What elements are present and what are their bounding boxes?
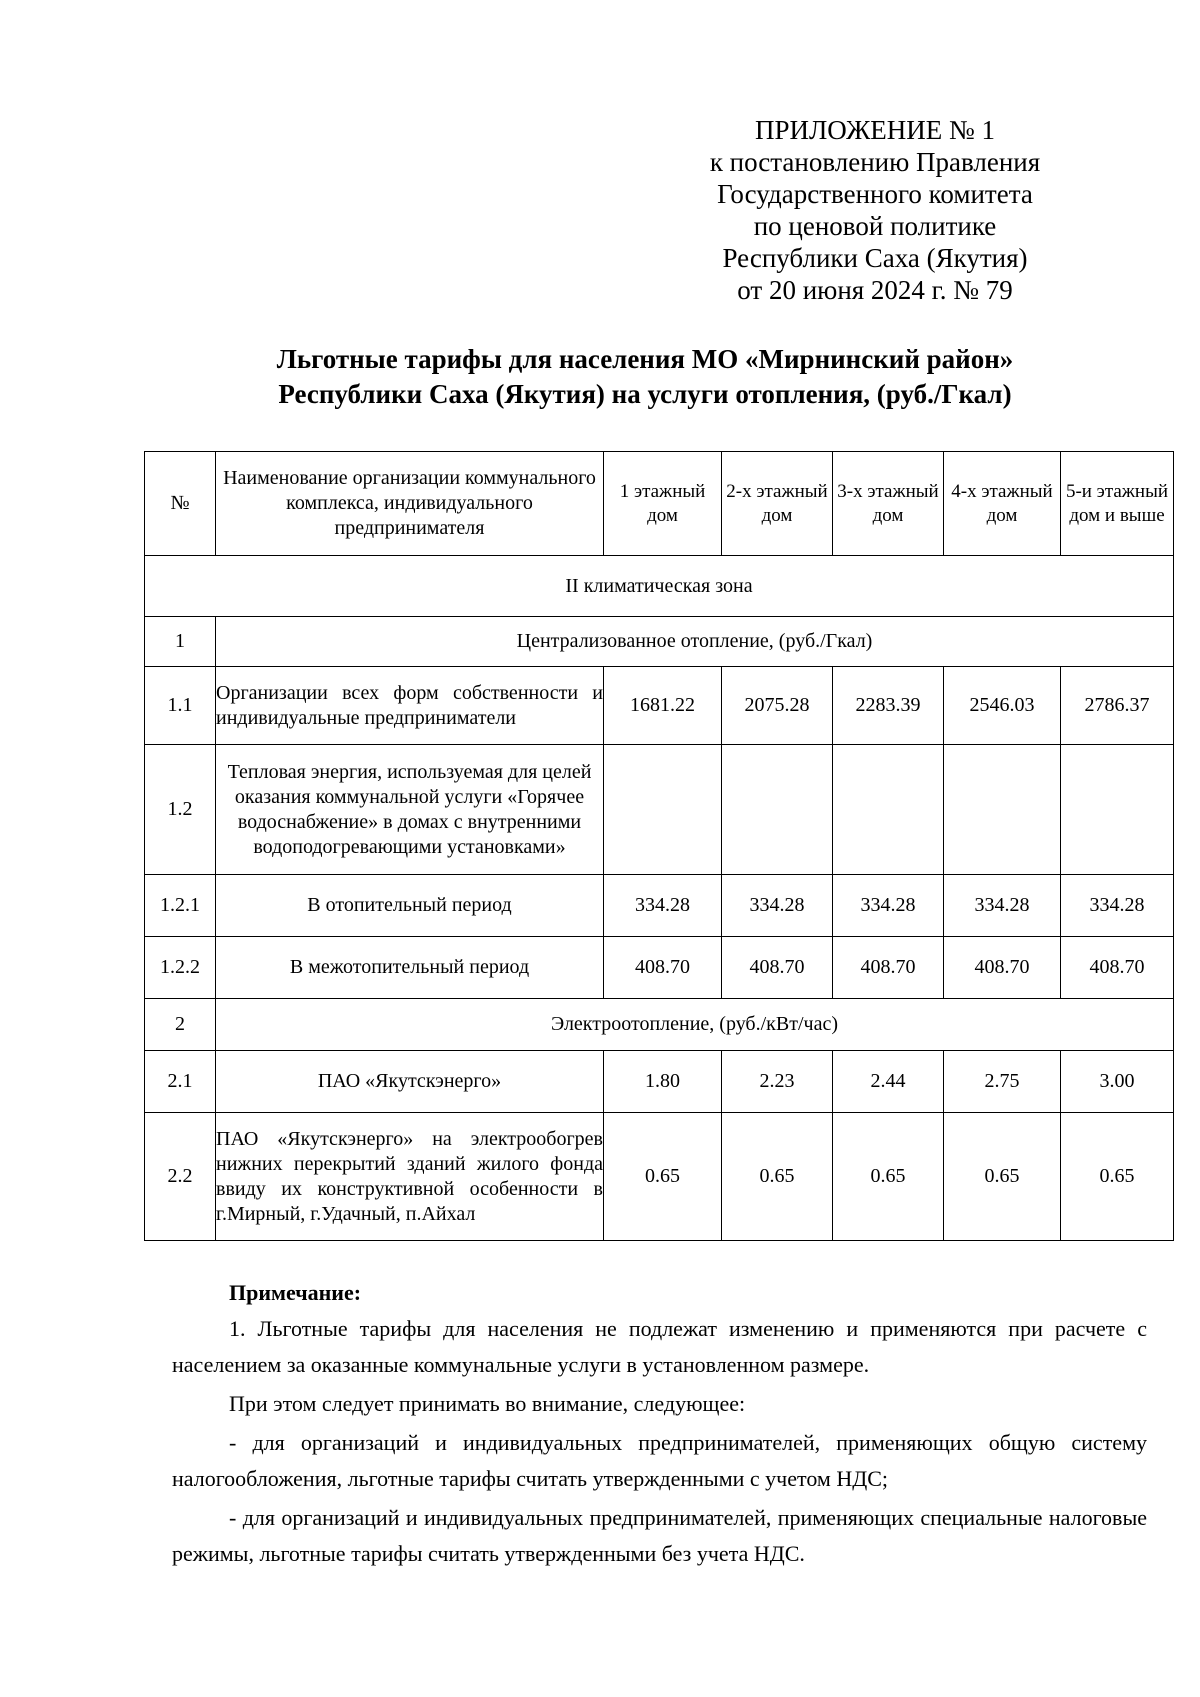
value-cell: 2.44 bbox=[833, 1051, 944, 1113]
row-num: 1.1 bbox=[145, 667, 216, 745]
appendix-block bbox=[660, 114, 1090, 306]
table-row bbox=[145, 667, 1174, 745]
appendix-date: от 20 июня 2024 г. № 79 bbox=[737, 275, 1013, 305]
value-cell: 2283.39 bbox=[833, 667, 944, 745]
table-row bbox=[145, 745, 1174, 875]
row-name: ПАО «Якутскэнерго» bbox=[216, 1051, 604, 1113]
row-num: 1.2 bbox=[145, 745, 216, 875]
value-cell: 0.65 bbox=[722, 1113, 833, 1241]
notes-heading: Примечание: bbox=[229, 1280, 362, 1305]
table-row bbox=[145, 1051, 1174, 1113]
value-cell: 1.80 bbox=[604, 1051, 722, 1113]
value-cell: 2.23 bbox=[722, 1051, 833, 1113]
header-2-floor: 2-х этажный дом bbox=[722, 452, 833, 556]
header-num: № bbox=[145, 452, 216, 556]
document-title bbox=[160, 342, 1130, 412]
value-cell: 1681.22 bbox=[604, 667, 722, 745]
note-paragraph: - для организаций и индивидуальных предпринимателей, применяющих общую систему налогообложения, льготные тарифы считать утвержденными с учетом НДС; bbox=[172, 1430, 1147, 1491]
zone-row bbox=[145, 556, 1174, 617]
climate-zone: II климатическая зона bbox=[145, 556, 1174, 617]
header-4-floor: 4-х этажный дом bbox=[944, 452, 1061, 556]
value-cell bbox=[944, 745, 1061, 875]
table-row bbox=[145, 999, 1174, 1051]
appendix-line: по ценовой политике bbox=[753, 211, 997, 241]
value-cell bbox=[833, 745, 944, 875]
header-1-floor: 1 этажный дом bbox=[604, 452, 722, 556]
title-line-1: Льготные тарифы для населения МО «Мирнинский район» bbox=[276, 344, 1014, 374]
row-num: 1.2.1 bbox=[145, 875, 216, 937]
row-name: Электроотопление, (руб./кВт/час) bbox=[216, 999, 1174, 1051]
row-name: В межотопительный период bbox=[216, 937, 604, 999]
row-num: 2.1 bbox=[145, 1051, 216, 1113]
value-cell: 0.65 bbox=[833, 1113, 944, 1241]
value-cell: 334.28 bbox=[1061, 875, 1174, 937]
appendix-line: Государственного комитета bbox=[717, 179, 1033, 209]
row-name: ПАО «Якутскэнерго» на электрообогрев нижних перекрытий зданий жилого фонда ввиду их конструктивной особенности в г.Мирный, г.Удачный, п.Айхал bbox=[216, 1113, 604, 1241]
header-name: Наименование организации коммунального комплекса, индивидуального предпринимателя bbox=[216, 452, 604, 556]
value-cell: 408.70 bbox=[722, 937, 833, 999]
table-row bbox=[145, 875, 1174, 937]
notes-section bbox=[172, 1275, 1147, 1575]
row-name: Тепловая энергия, используемая для целей оказания коммунальной услуги «Горячее водоснабжение» в домах с внутренними водоподогревающими установками» bbox=[216, 745, 604, 875]
value-cell: 408.70 bbox=[1061, 937, 1174, 999]
value-cell: 408.70 bbox=[604, 937, 722, 999]
row-name: Централизованное отопление, (руб./Гкал) bbox=[216, 617, 1174, 667]
table-row bbox=[145, 617, 1174, 667]
note-paragraph: 1. Льготные тарифы для населения не подлежат изменению и применяются при расчете с населением за оказанные коммунальные услуги в установленном размере. bbox=[172, 1316, 1147, 1377]
value-cell: 334.28 bbox=[722, 875, 833, 937]
appendix-line: Республики Саха (Якутия) bbox=[722, 243, 1028, 273]
header-5-floor: 5-и этажный дом и выше bbox=[1061, 452, 1174, 556]
value-cell: 334.28 bbox=[833, 875, 944, 937]
note-paragraph: При этом следует принимать во внимание, следующее: bbox=[229, 1391, 746, 1416]
value-cell: 2786.37 bbox=[1061, 667, 1174, 745]
row-num: 2.2 bbox=[145, 1113, 216, 1241]
table-row bbox=[145, 937, 1174, 999]
value-cell: 408.70 bbox=[833, 937, 944, 999]
note-paragraph: - для организаций и индивидуальных предпринимателей, применяющих специальные налоговые режимы, льготные тарифы считать утвержденными без учета НДС. bbox=[172, 1505, 1147, 1566]
row-name: В отопительный период bbox=[216, 875, 604, 937]
table-header-row bbox=[145, 452, 1174, 556]
value-cell: 0.65 bbox=[1061, 1113, 1174, 1241]
row-num: 1.2.2 bbox=[145, 937, 216, 999]
value-cell: 2546.03 bbox=[944, 667, 1061, 745]
row-num: 1 bbox=[145, 617, 216, 667]
title-line-2: Республики Саха (Якутия) на услуги отопления, (руб./Гкал) bbox=[278, 379, 1012, 409]
value-cell: 334.28 bbox=[944, 875, 1061, 937]
row-num: 2 bbox=[145, 999, 216, 1051]
value-cell: 3.00 bbox=[1061, 1051, 1174, 1113]
appendix-number: ПРИЛОЖЕНИЕ № 1 bbox=[754, 115, 996, 145]
value-cell: 2.75 bbox=[944, 1051, 1061, 1113]
value-cell bbox=[722, 745, 833, 875]
value-cell: 408.70 bbox=[944, 937, 1061, 999]
row-name: Организации всех форм собственности и индивидуальные предприниматели bbox=[216, 667, 604, 745]
value-cell: 334.28 bbox=[604, 875, 722, 937]
appendix-line: к постановлению Правления bbox=[709, 147, 1041, 177]
value-cell: 2075.28 bbox=[722, 667, 833, 745]
value-cell: 0.65 bbox=[944, 1113, 1061, 1241]
header-3-floor: 3-х этажный дом bbox=[833, 452, 944, 556]
value-cell bbox=[1061, 745, 1174, 875]
table-row bbox=[145, 1113, 1174, 1241]
value-cell: 0.65 bbox=[604, 1113, 722, 1241]
value-cell bbox=[604, 745, 722, 875]
tariff-table bbox=[144, 451, 1174, 1241]
